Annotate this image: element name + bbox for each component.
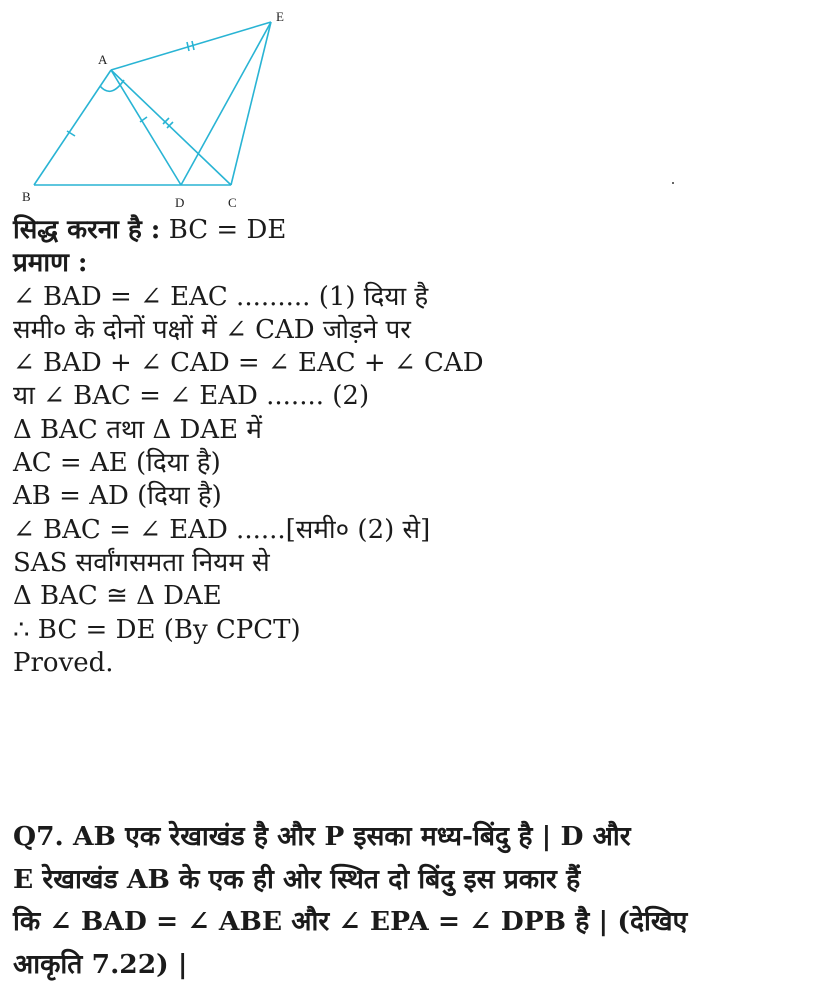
to-prove-value: BC = DE	[168, 215, 287, 245]
proof-line-11: ∴ BC = DE (By CPCT)	[13, 614, 301, 645]
tick-ae-1	[187, 42, 189, 51]
to-prove-label: सिद्ध करना है :	[13, 215, 161, 245]
stray-dot	[672, 182, 674, 184]
question-line-1: Q7. AB एक रेखाखंड है और P इसका मध्य-बिंदु है | D और	[13, 821, 631, 852]
vertex-label-a: A	[98, 52, 108, 67]
proof-line-8: ∠ BAC = ∠ EAD ......[समी० (2) से]	[13, 514, 431, 545]
proof-line-2: समी० के दोनों पक्षों में ∠ CAD जोड़ने पर	[13, 314, 411, 345]
proof-label: प्रमाण :	[13, 248, 88, 279]
proof-line-6: AC = AE (दिया है)	[13, 448, 221, 479]
geometry-figure	[20, 4, 300, 214]
proof-line-9: SAS सर्वांगसमता नियम से	[13, 547, 270, 578]
proof-section	[13, 214, 813, 680]
vertex-label-d: D	[175, 195, 185, 210]
proof-line-7: AB = AD (दिया है)	[13, 481, 222, 512]
proof-line-10: Δ BAC ≅ Δ DAE	[13, 581, 222, 612]
segment-ae	[111, 22, 271, 70]
vertex-label-e: E	[276, 9, 284, 24]
proof-line-1: ∠ BAD = ∠ EAC ......... (1) दिया है	[13, 281, 429, 312]
triangle-diagram	[20, 4, 300, 214]
question-q7	[13, 816, 823, 986]
vertex-label-b: B	[22, 189, 31, 204]
tick-ae-2	[192, 41, 194, 50]
proof-line-3: ∠ BAD + ∠ CAD = ∠ EAC + ∠ CAD	[13, 348, 484, 379]
segment-de	[181, 22, 271, 185]
question-line-2: E रेखाखंड AB के एक ही ओर स्थित दो बिंदु इस प्रकार हैं	[13, 863, 581, 895]
segment-ab	[34, 70, 111, 185]
vertex-label-c: C	[228, 195, 237, 210]
segment-ce	[231, 22, 271, 185]
proof-line-5: Δ BAC तथा Δ DAE में	[13, 414, 262, 445]
proof-line-12: Proved.	[13, 647, 114, 678]
proof-heading	[13, 214, 813, 247]
proof-line-4: या ∠ BAC = ∠ EAD ....... (2)	[13, 381, 370, 412]
question-line-3: कि ∠ BAD = ∠ ABE और ∠ EPA = ∠ DPB है | (देखिए	[13, 906, 688, 937]
question-line-4: आकृति 7.22) |	[13, 948, 188, 980]
